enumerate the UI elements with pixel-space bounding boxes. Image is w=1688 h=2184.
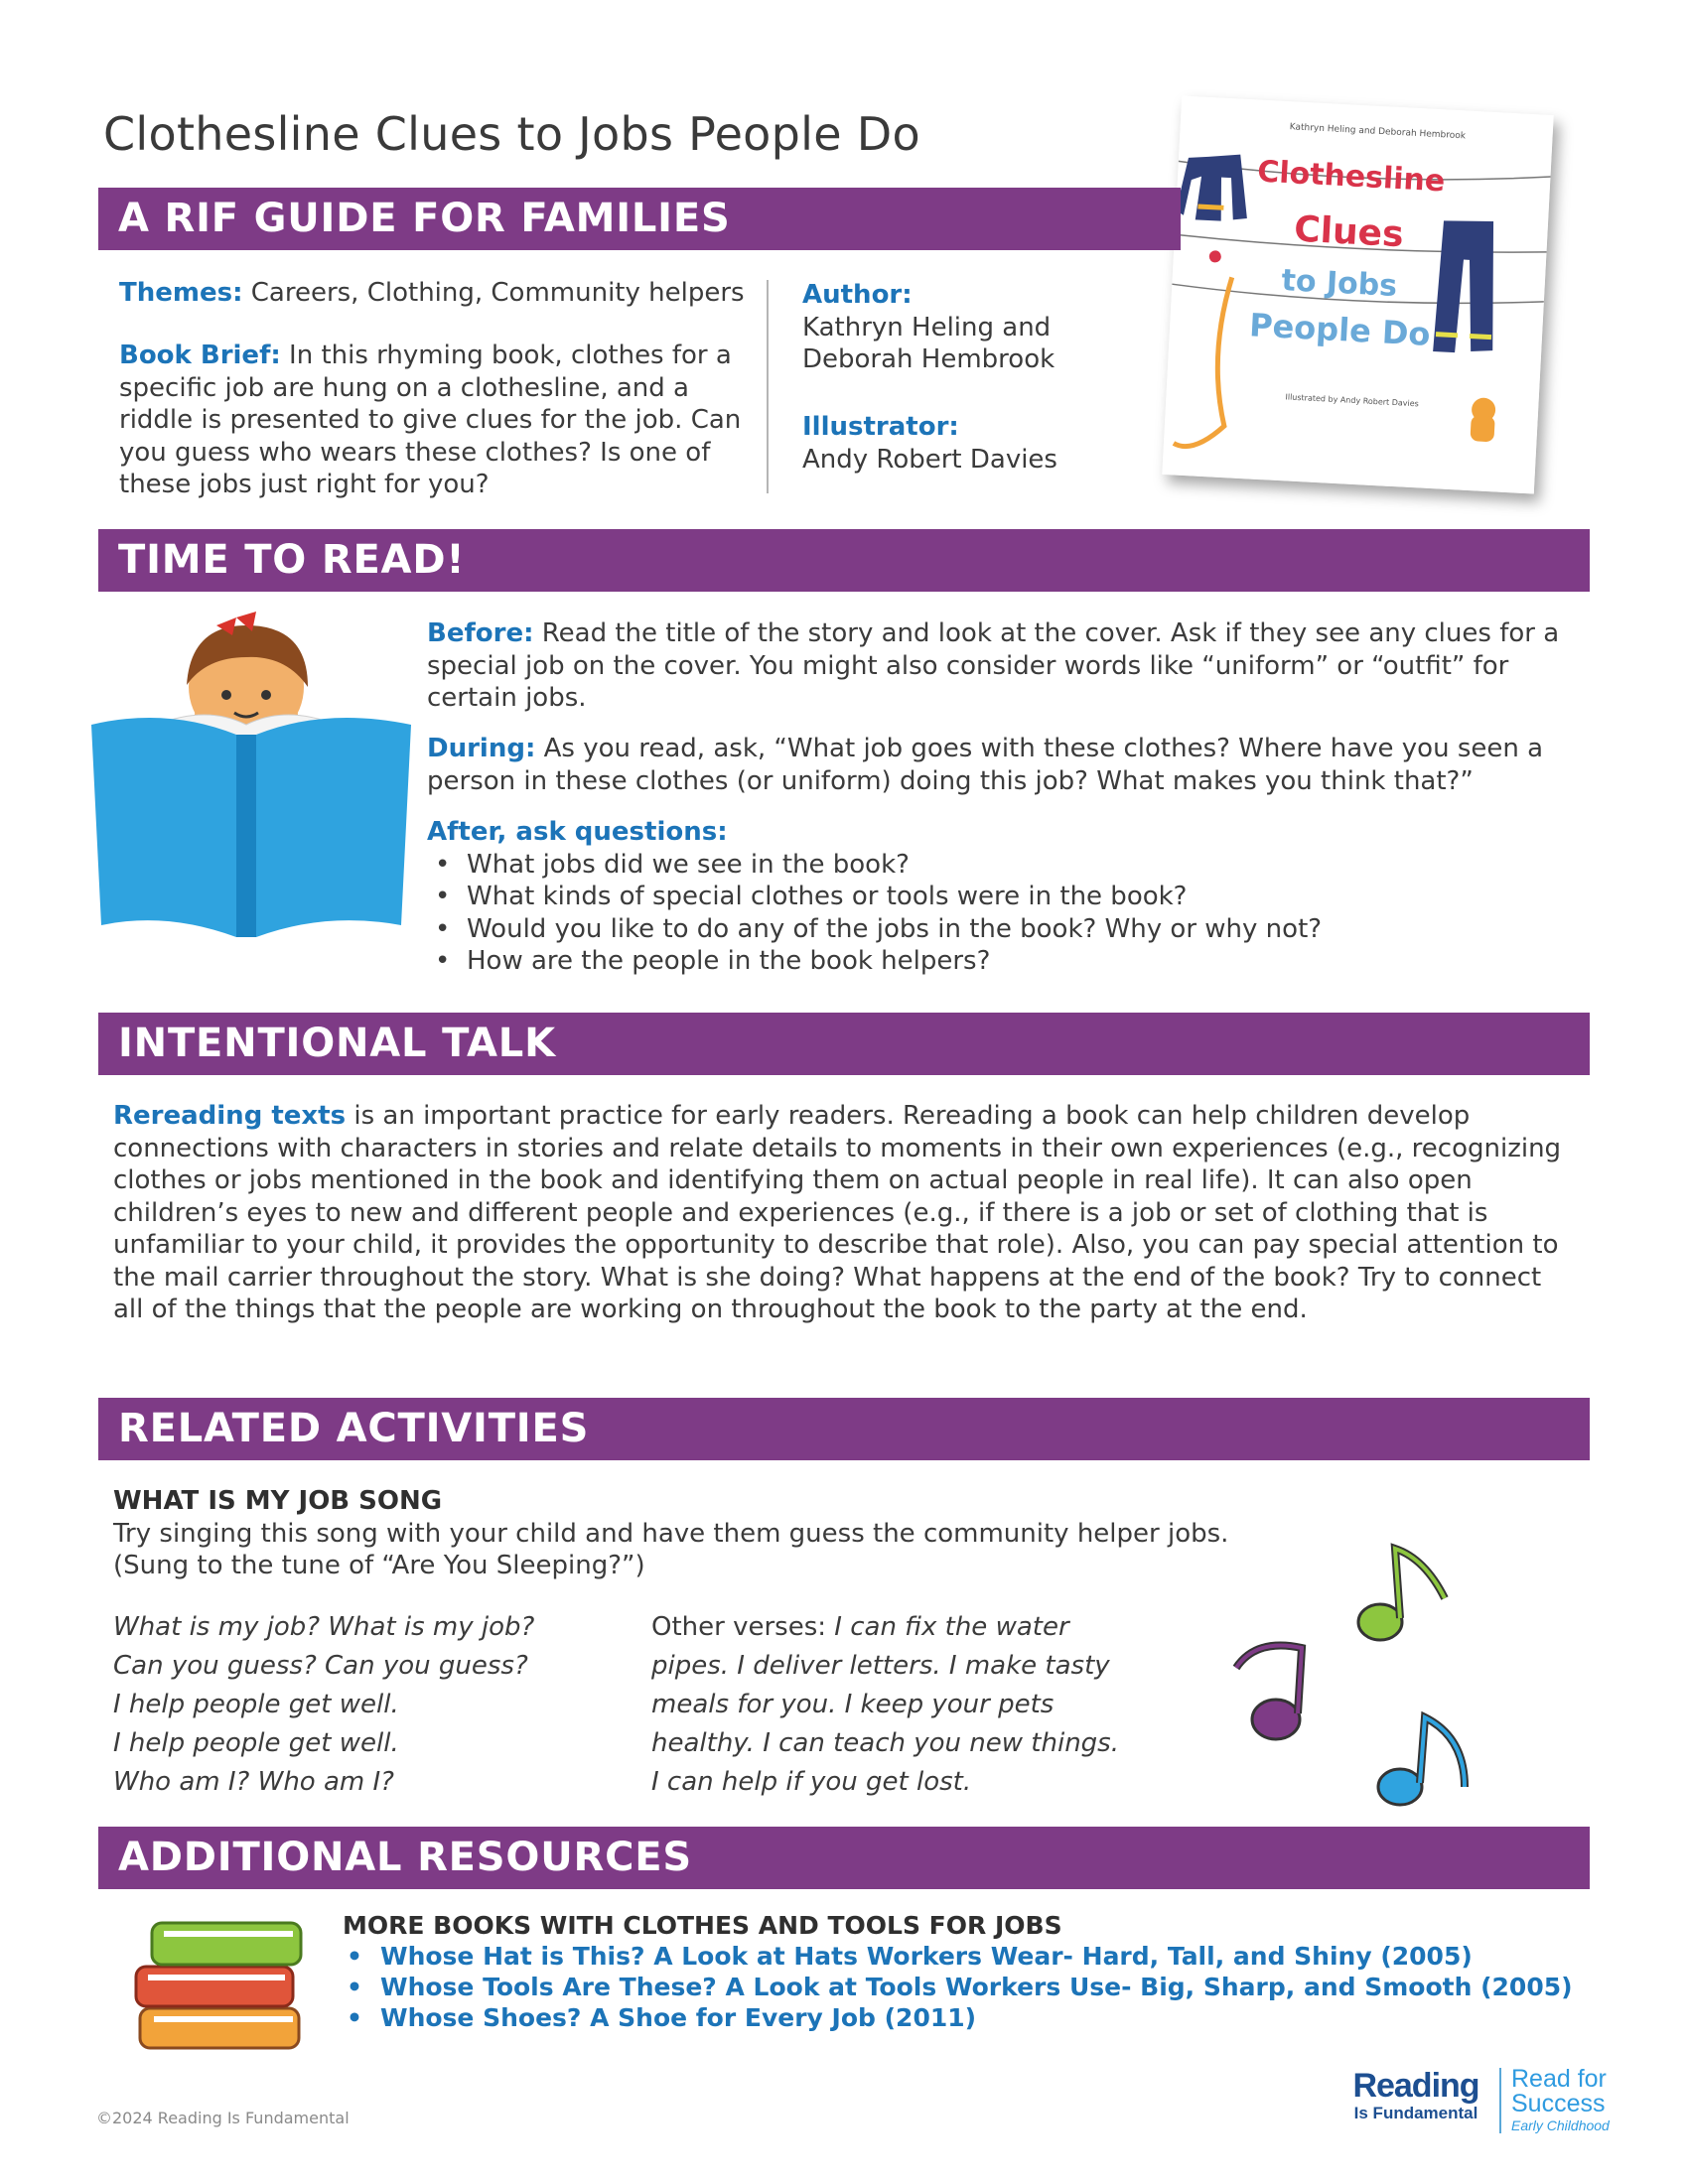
illustrator-text: Andy Robert Davies [802,444,1057,475]
rfs-line3: Early Childhood [1511,2117,1610,2133]
rif-logo [1346,2068,1485,2123]
resources-book-list [343,1941,1584,2033]
author-block [802,279,1100,376]
illustrator-label: Illustrator: [802,412,959,442]
before-paragraph [427,617,1579,715]
after-label: After, ask questions: [427,817,728,847]
section-header-talk: INTENTIONAL TALK [98,1013,1590,1075]
during-paragraph [427,733,1579,797]
song-intro: Try singing this song with your child and have them guess the community helper jobs. [113,1518,1229,1549]
book-link[interactable]: • Whose Shoes? A Shoe for Every Job (2011) [343,2002,1584,2033]
music-notes-icon [1216,1539,1514,1827]
verse-line: I can fix the water [834,1612,1069,1642]
verse-line: I can help if you get lost. [651,1767,972,1797]
logo-divider [1499,2068,1501,2133]
rfs-line2: Success [1511,2090,1606,2117]
song-tune: (Sung to the tune of “Are You Sleeping?”) [113,1551,645,1580]
cover-art [1162,95,1553,493]
author-text: Kathryn Heling and Deborah Hembrook [802,312,1055,374]
during-text: As you read, ask, “What job goes with these clothes? Where have you seen a person in these clothes (or uniform) doing this job? What makes you think that?” [427,734,1544,796]
themes-label: Themes: [119,278,243,308]
cover-title-line4: People Do [1248,306,1432,353]
section-header-resources: ADDITIONAL RESOURCES [98,1827,1590,1889]
list-item: • Would you like to do any of the jobs in the book? Why or why not? [427,913,1579,946]
during-label: During: [427,734,536,763]
verse-line: Can you guess? Can you guess? [113,1651,528,1681]
before-label: Before: [427,618,534,648]
talk-paragraph [113,1100,1573,1326]
list-item: • What jobs did we see in the book? [427,849,1579,882]
book-brief-label: Book Brief: [119,341,281,370]
verse-line: Who am I? Who am I? [113,1767,394,1797]
verse-line: What is my job? What is my job? [113,1612,535,1642]
cover-illustrator: Illustrated by Andy Robert Davies [1285,392,1420,409]
themes-text: Careers, Clothing, Community helpers [250,278,745,308]
verse-line: healthy. I can teach you new things. [651,1728,1119,1758]
author-label: Author: [802,280,913,310]
list-item: • How are the people in the book helpers? [427,945,1579,978]
song-intro-block [113,1485,1404,1582]
themes-paragraph [119,277,755,310]
rfs-line1: Read for [1511,2065,1607,2093]
after-questions-list [427,849,1579,978]
section-header-read: TIME TO READ! [98,529,1590,592]
reading-child-illustration [87,596,415,938]
verse-line: meals for you. I keep your pets [651,1690,1055,1719]
cover-title-line1: Clothesline [1256,154,1447,200]
song-verse [113,1608,630,1802]
list-item: • What kinds of special clothes or tools were in the book? [427,881,1579,913]
book-link[interactable]: • Whose Tools Are These? A Look at Tools Workers Use- Big, Sharp, and Smooth (2005) [343,1972,1584,2002]
column-divider [767,280,769,493]
book-stack-illustration [134,1901,308,2055]
read-for-success-logo [1511,2067,1630,2134]
cover-title-line2: Clues [1293,208,1405,256]
book-link[interactable]: • Whose Hat is This? A Look at Hats Workers Wear- Hard, Tall, and Shiny (2005) [343,1941,1584,1972]
after-section [427,816,1579,978]
verse-line: I help people get well. [113,1690,399,1719]
rereading-texts-label: Rereading texts [113,1101,347,1131]
resources-block [343,1910,1584,2033]
music-notes-illustration [1216,1539,1514,1827]
section-header-guide: A RIF GUIDE FOR FAMILIES [98,188,1181,250]
rif-logo-sub: Is Fundamental [1353,2104,1478,2122]
section-header-activities: RELATED ACTIVITIES [98,1398,1590,1460]
book-stack-icon [134,1901,308,2055]
other-verses [651,1608,1207,1802]
verse-line: pipes. I deliver letters. I make tasty [651,1651,1110,1681]
book-brief-text: In this rhyming book, clothes for a specific job are hung on a clothesline, and a riddle is presented to give clues for the job. Can you guess who wears these clothes? Is one of these jobs just right for you? [119,341,742,499]
rif-logo-main: Reading [1352,2067,1479,2105]
book-brief-paragraph [119,340,755,501]
cover-title-line3: to Jobs [1280,262,1398,305]
illustrator-block [802,411,1120,476]
book-cover [1162,95,1553,493]
other-verses-label: Other verses: [651,1612,827,1642]
copyright: ©2024 Reading Is Fundamental [96,2109,350,2127]
resources-heading: MORE BOOKS WITH CLOTHES AND TOOLS FOR JOBS [343,1911,1062,1940]
talk-text: is an important practice for early readers. Rereading a book can help children develop connections with characters in stories and relate details to moments in their own experiences (e.g., recognizing clothes or jobs mentioned in the book and identifying them on actual people in real life). It can also open children’s eyes to new and different people and experiences (e.g., if there is a job or set of clothing that is unfamiliar to your child, it provides the opportunity to describe that role). Also, you can pay special attention to the mail carrier throughout the story. What is she doing? What happens at the end of the book? Try to connect all of the things that the people are working on throughout the book to the party at the end. [113,1101,1562,1324]
song-title: WHAT IS MY JOB SONG [113,1486,443,1516]
page-title: Clothesline Clues to Jobs People Do [103,107,920,161]
before-text: Read the title of the story and look at the cover. Ask if they see any clues for a special job on the cover. You might also consider words like “uniform” or “outfit” for certain jobs. [427,618,1560,713]
reading-child-icon [87,596,415,938]
verse-line: I help people get well. [113,1728,399,1758]
cover-authors: Kathryn Heling and Deborah Hembrook [1289,122,1467,142]
